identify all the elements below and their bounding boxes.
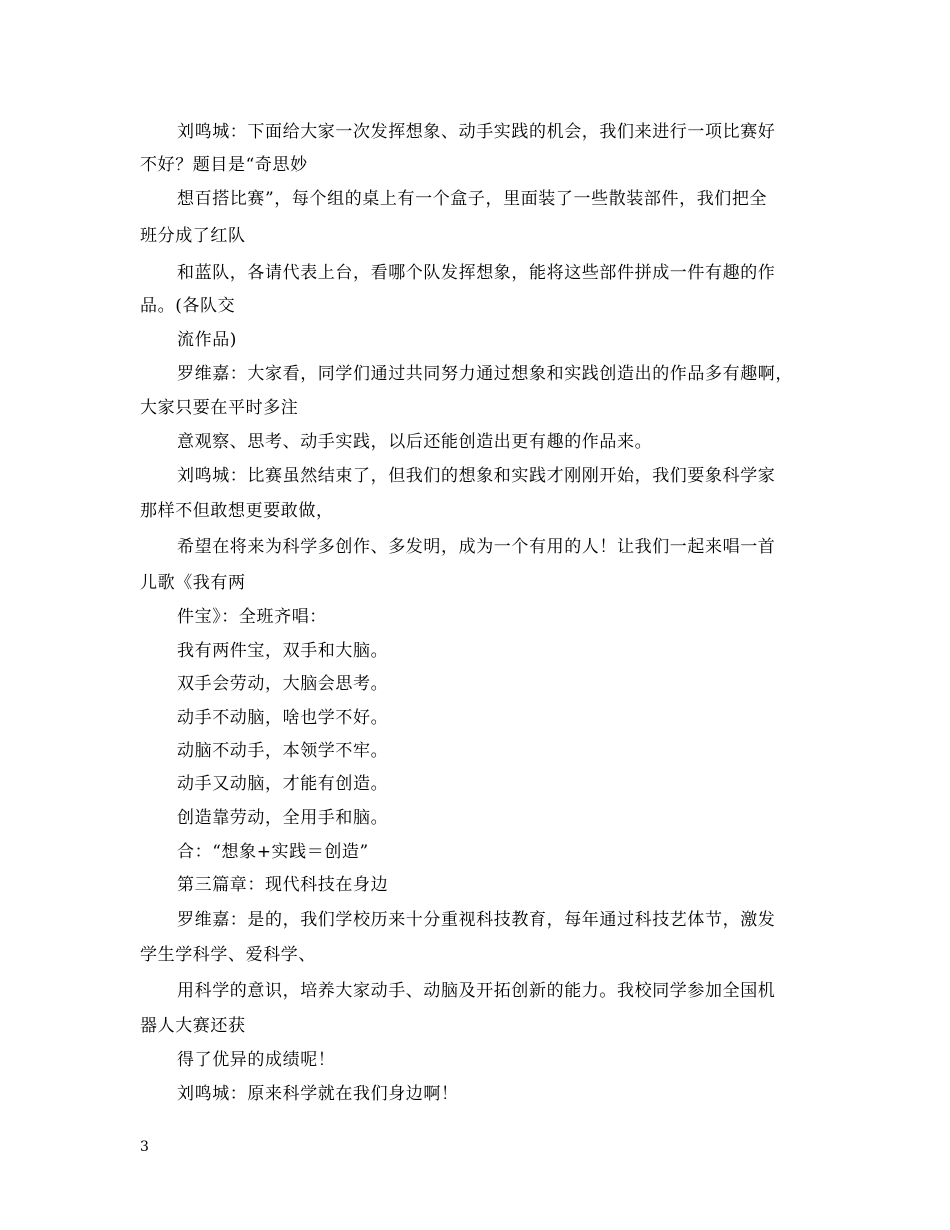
text-line: 那样不但敢想更要敢做， [140,501,334,521]
text-line: 罗维嘉：是的，我们学校历来十分重视科技教育，每年通过科技艺体节，激发 [177,910,776,930]
text-line: 希望在将来为科学多创作、多发明，成为一个有用的人！让我们一起来唱一首 [177,537,776,557]
text-line: 想百搭比赛”，每个组的桌上有一个盒子，里面装了一些散装部件，我们把全 [177,189,768,209]
text-line: 意观察、思考、动手实践，以后还能创造出更有趣的作品来。 [177,432,653,452]
text-line: 大家只要在平时多注 [140,398,299,418]
text-line: 动脑不动手，本领学不牢。 [177,741,389,761]
page-number: 3 [140,1139,149,1155]
text-line: 流作品) [177,330,238,350]
text-line: 得了优异的成绩呢！ [177,1050,336,1070]
text-line: 刘鸣城：原来科学就在我们身边啊！ [177,1084,459,1104]
text-line: 动手不动脑，啥也学不好。 [177,708,389,728]
text-line: 学生学科学、爱科学、 [140,945,316,965]
text-line: 件宝》：全班齐唱： [177,607,327,627]
text-line: 用科学的意识，培养大家动手、动脑及开拓创新的能力。我校同学参加全国机 [177,981,776,1001]
text-line: 刘鸣城：比赛虽然结束了，但我们的想象和实践才刚刚开始，我们要象科学家 [177,466,776,486]
text-line: 第三篇章：现代科技在身边 [177,875,389,895]
text-line: 双手会劳动，大脑会思考。 [177,674,389,694]
text-line: 我有两件宝，双手和大脑。 [177,641,389,661]
text-line: 罗维嘉：大家看，同学们通过共同努力通过想象和实践创造出的作品多有趣啊， [177,364,793,384]
text-line: 器人大赛还获 [140,1016,246,1036]
text-line: 不好？题目是“奇思妙 [140,155,308,175]
text-line: 动手又动脑，才能有创造。 [177,774,389,794]
text-line: 合：“想象+实践＝创造” [177,842,369,862]
text-line: 和蓝队，各请代表上台，看哪个队发挥想象，能将这些部件拼成一件有趣的作 [177,263,776,283]
text-line: 品。(各队交 [140,296,236,316]
text-line: 创造靠劳动，全用手和脑。 [177,808,389,828]
text-line: 刘鸣城：下面给大家一次发挥想象、动手实践的机会，我们来进行一项比赛好 [177,122,776,142]
text-line: 儿歌《我有两 [140,573,246,593]
text-line: 班分成了红队 [140,226,246,246]
